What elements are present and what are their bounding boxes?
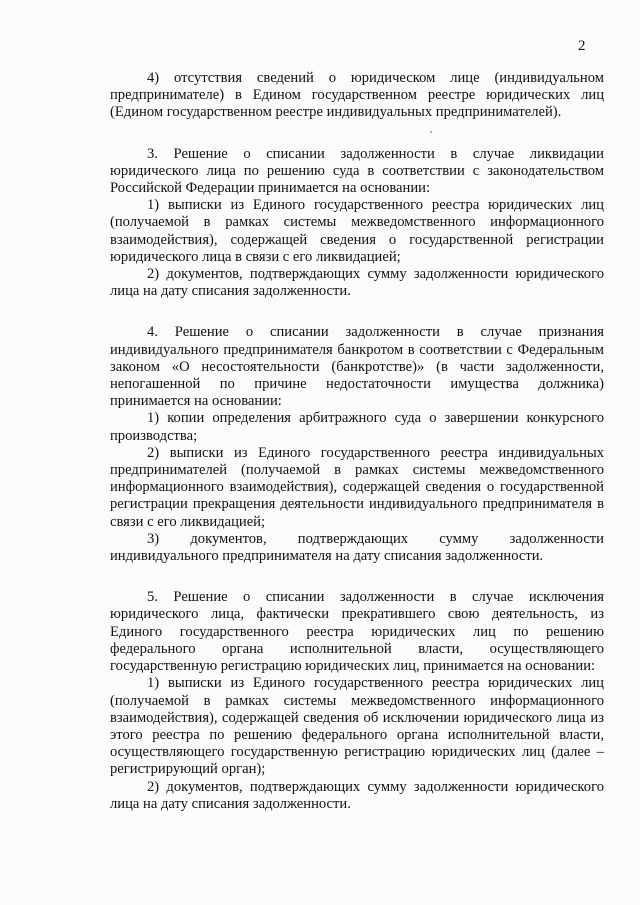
paragraph-gap <box>110 565 604 589</box>
section-4-intro: 4. Решение о списании задолженности в случае признания индивидуального предпринимателя банкротом в соответствии с Федеральным законом «О несостоятельности (банкротстве)» (в части задолженности, непогашенной по причине недостаточности имущества должника) принимается на основании: <box>110 324 604 410</box>
section-3-item-1: 1) выписки из Единого государственного реестра юридических лиц (получаемой в рамках системы межведомственного информационного взаимодействия), содержащей сведения о государственной регистрации юридического лица в связи с его ликвидацией; <box>110 197 604 265</box>
scan-speck <box>430 131 432 133</box>
paragraph-gap <box>110 122 604 146</box>
paragraph-item-4: 4) отсутствия сведений о юридическом лице (индивидуальном предпринимателе) в Едином государственном реестре юридических лиц (Едином государственном реестре индивидуальных предпринимателей). <box>110 70 604 121</box>
section-4-item-1: 1) копии определения арбитражного суда о завершении конкурсного производства; <box>110 410 604 444</box>
section-3-item-2: 2) документов, подтверждающих сумму задолженности юридического лица на дату списания задолженности. <box>110 266 604 300</box>
page-number: 2 <box>578 38 586 54</box>
paragraph-gap <box>110 300 604 324</box>
section-5-intro: 5. Решение о списании задолженности в случае исключения юридического лица, фактически прекратившего свою деятельность, из Единого государственного реестра юридических лиц по решению федерального органа исполнительной власти, осуществляющего государственную регистрацию юридических лиц, принимается на основании: <box>110 589 604 675</box>
section-4-item-3: 3) документов, подтверждающих сумму задолженности индивидуального предпринимателя на дату списания задолженности. <box>110 530 604 565</box>
section-4-item-2: 2) выписки из Единого государственного реестра индивидуальных предпринимателей (получаемой в рамках системы межведомственного информационного взаимодействия), содержащей сведения о государственной регистрации прекращения деятельности индивидуального предпринимателя в связи с его ликвидацией; <box>110 444 604 530</box>
document-body <box>110 70 604 813</box>
section-5-item-1: 1) выписки из Единого государственного реестра юридических лиц (получаемой в рамках системы межведомственного информационного взаимодействия), содержащей сведения об исключении юридического лица из этого реестра по решению федерального органа исполнительной власти, осуществляющего государственную регистрацию юридических лиц (далее – регистрирующий орган); <box>110 675 604 778</box>
section-3-intro: 3. Решение о списании задолженности в случае ликвидации юридического лица по решению суда в соответствии с законодательством Российской Федерации принимается на основании: <box>110 145 604 197</box>
section-5-item-2: 2) документов, подтверждающих сумму задолженности юридического лица на дату списания задолженности. <box>110 778 604 812</box>
